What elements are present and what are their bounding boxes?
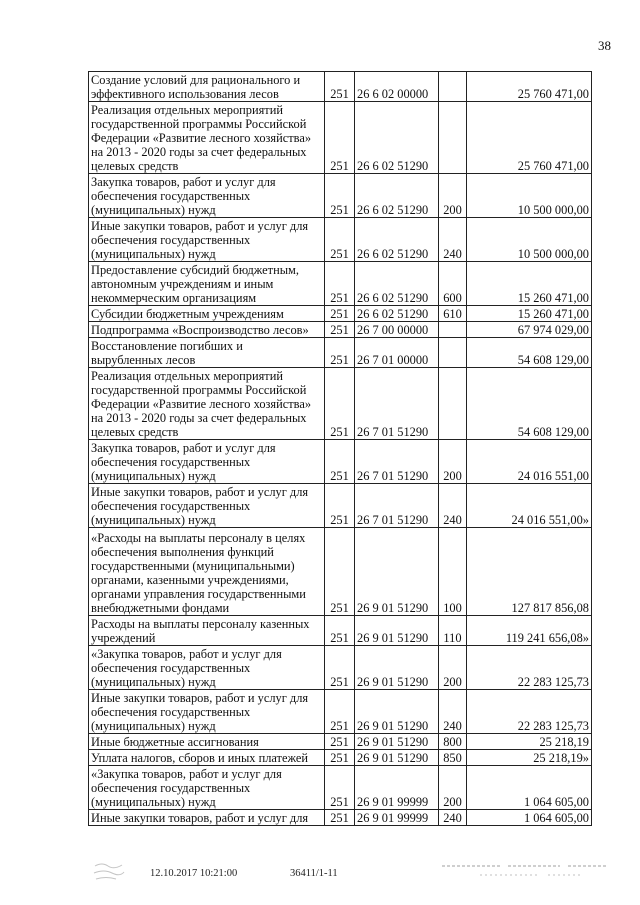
- row-code-cell: 251: [325, 690, 355, 734]
- row-type-cell: [439, 72, 467, 102]
- row-amount-cell: 22 283 125,73: [467, 690, 592, 734]
- row-code-cell: 251: [325, 72, 355, 102]
- row-name-cell: [89, 810, 325, 826]
- row-type-cell: 610: [439, 306, 467, 322]
- row-name-line: органами управления государственными: [91, 587, 306, 601]
- row-name-line: эффективного использования лесов: [91, 87, 279, 101]
- row-amount-cell: 1 064 605,00: [467, 766, 592, 810]
- row-name-line: (муниципальных) нужд: [91, 203, 216, 217]
- row-amount-cell: 24 016 551,00»: [467, 484, 592, 528]
- row-code-cell: 251: [325, 484, 355, 528]
- row-code-cell: 251: [325, 306, 355, 322]
- row-name-line: Закупка товаров, работ и услуг для: [91, 175, 276, 189]
- table-row: [89, 338, 592, 368]
- table-row: [89, 102, 592, 174]
- row-type-cell: 100: [439, 528, 467, 616]
- row-name-line: (муниципальных) нужд: [91, 795, 216, 809]
- row-name-line: целевых средств: [91, 425, 179, 439]
- row-amount-cell: 25 218,19: [467, 734, 592, 750]
- row-amount-cell: 1 064 605,00: [467, 810, 592, 826]
- row-name-line: государственной программы Российской: [91, 383, 307, 397]
- row-name-cell: [89, 218, 325, 262]
- row-name-line: «Закупка товаров, работ и услуг для: [91, 647, 282, 661]
- row-name-cell: [89, 174, 325, 218]
- row-name-line: органами, казенными учреждениями,: [91, 573, 289, 587]
- table-row: [89, 368, 592, 440]
- row-target-code-cell: 26 7 01 51290: [355, 440, 439, 484]
- row-name-line: «Закупка товаров, работ и услуг для: [91, 767, 282, 781]
- row-amount-cell: 10 500 000,00: [467, 174, 592, 218]
- row-name-line: государственной программы Российской: [91, 117, 307, 131]
- row-amount-cell: 15 260 471,00: [467, 262, 592, 306]
- row-name-cell: [89, 306, 325, 322]
- table-row: [89, 174, 592, 218]
- row-name-line: Иные закупки товаров, работ и услуг для: [91, 811, 309, 825]
- row-name-line: Создание условий для рационального и: [91, 73, 301, 87]
- row-name-line: учреждений: [91, 631, 156, 645]
- row-name-line: Субсидии бюджетным учреждениям: [91, 307, 284, 321]
- row-name-cell: [89, 766, 325, 810]
- row-name-line: целевых средств: [91, 159, 179, 173]
- row-name-cell: [89, 262, 325, 306]
- row-amount-cell: 25 218,19»: [467, 750, 592, 766]
- row-target-code-cell: 26 6 02 51290: [355, 102, 439, 174]
- row-name-cell: [89, 734, 325, 750]
- row-name-line: Иные закупки товаров, работ и услуг для: [91, 219, 309, 233]
- row-amount-cell: 25 760 471,00: [467, 102, 592, 174]
- row-code-cell: 251: [325, 218, 355, 262]
- table-row: [89, 72, 592, 102]
- row-amount-cell: 24 016 551,00: [467, 440, 592, 484]
- row-code-cell: 251: [325, 440, 355, 484]
- row-code-cell: 251: [325, 174, 355, 218]
- row-type-cell: 200: [439, 766, 467, 810]
- row-target-code-cell: 26 6 02 51290: [355, 306, 439, 322]
- row-name-cell: [89, 440, 325, 484]
- table-row: [89, 750, 592, 766]
- row-name-line: обеспечения государственных: [91, 499, 251, 513]
- row-name-cell: [89, 322, 325, 338]
- row-amount-cell: 67 974 029,00: [467, 322, 592, 338]
- row-name-line: Расходы на выплаты персоналу казенных: [91, 617, 310, 631]
- row-code-cell: 251: [325, 368, 355, 440]
- row-name-line: Иные бюджетные ассигнования: [91, 735, 259, 749]
- row-name-line: Реализация отдельных мероприятий: [91, 369, 283, 383]
- row-type-cell: 800: [439, 734, 467, 750]
- row-code-cell: 251: [325, 646, 355, 690]
- row-type-cell: 240: [439, 218, 467, 262]
- row-name-line: (муниципальных) нужд: [91, 247, 216, 261]
- row-code-cell: 251: [325, 766, 355, 810]
- row-name-cell: [89, 646, 325, 690]
- faded-signature-stamp: [440, 860, 610, 880]
- row-type-cell: 200: [439, 440, 467, 484]
- row-type-cell: 110: [439, 616, 467, 646]
- footer-document-number: 36411/1-11: [290, 868, 338, 879]
- budget-table: [88, 71, 592, 826]
- row-target-code-cell: 26 6 02 51290: [355, 174, 439, 218]
- table-row: [89, 528, 592, 616]
- table-row: [89, 616, 592, 646]
- row-name-cell: [89, 690, 325, 734]
- row-type-cell: [439, 338, 467, 368]
- row-name-line: (муниципальных) нужд: [91, 469, 216, 483]
- row-target-code-cell: 26 9 01 99999: [355, 766, 439, 810]
- table-row: [89, 218, 592, 262]
- row-amount-cell: 127 817 856,08: [467, 528, 592, 616]
- row-code-cell: 251: [325, 810, 355, 826]
- row-type-cell: 240: [439, 690, 467, 734]
- row-type-cell: [439, 322, 467, 338]
- table-row: [89, 440, 592, 484]
- page-number: 38: [598, 38, 611, 53]
- row-target-code-cell: 26 7 00 00000: [355, 322, 439, 338]
- row-target-code-cell: 26 7 01 51290: [355, 484, 439, 528]
- row-name-line: Федерации «Развитие лесного хозяйства»: [91, 397, 312, 411]
- row-name-line: (муниципальных) нужд: [91, 719, 216, 733]
- row-target-code-cell: 26 9 01 51290: [355, 646, 439, 690]
- row-name-line: обеспечения государственных: [91, 781, 251, 795]
- row-name-cell: [89, 102, 325, 174]
- row-name-line: «Расходы на выплаты персоналу в целях: [91, 531, 306, 545]
- row-name-line: вырубленных лесов: [91, 353, 196, 367]
- row-name-line: обеспечения государственных: [91, 189, 251, 203]
- row-type-cell: 600: [439, 262, 467, 306]
- budget-table-body: [89, 72, 592, 826]
- row-name-cell: [89, 750, 325, 766]
- row-target-code-cell: 26 9 01 51290: [355, 690, 439, 734]
- footer-timestamp: 12.10.2017 10:21:00: [150, 868, 238, 879]
- row-amount-cell: 54 608 129,00: [467, 368, 592, 440]
- row-target-code-cell: 26 6 02 51290: [355, 218, 439, 262]
- row-target-code-cell: 26 9 01 51290: [355, 528, 439, 616]
- row-code-cell: 251: [325, 734, 355, 750]
- scan-stamp-mark: [92, 860, 126, 882]
- row-amount-cell: 22 283 125,73: [467, 646, 592, 690]
- table-row: [89, 734, 592, 750]
- row-code-cell: 251: [325, 750, 355, 766]
- row-name-line: Закупка товаров, работ и услуг для: [91, 441, 276, 455]
- row-name-cell: [89, 484, 325, 528]
- row-type-cell: [439, 102, 467, 174]
- row-amount-cell: 54 608 129,00: [467, 338, 592, 368]
- row-name-cell: [89, 528, 325, 616]
- row-name-line: Реализация отдельных мероприятий: [91, 103, 283, 117]
- row-code-cell: 251: [325, 102, 355, 174]
- row-name-line: обеспечения государственных: [91, 233, 251, 247]
- row-amount-cell: 25 760 471,00: [467, 72, 592, 102]
- row-name-line: Предоставление субсидий бюджетным,: [91, 263, 299, 277]
- row-target-code-cell: 26 9 01 51290: [355, 734, 439, 750]
- row-code-cell: 251: [325, 322, 355, 338]
- row-code-cell: 251: [325, 338, 355, 368]
- row-target-code-cell: 26 6 02 00000: [355, 72, 439, 102]
- row-code-cell: 251: [325, 616, 355, 646]
- row-name-line: Восстановление погибших и: [91, 339, 243, 353]
- row-name-line: Иные закупки товаров, работ и услуг для: [91, 485, 309, 499]
- row-name-line: автономным учреждениям и иным: [91, 277, 274, 291]
- row-type-cell: 200: [439, 646, 467, 690]
- row-name-line: Федерации «Развитие лесного хозяйства»: [91, 131, 312, 145]
- row-name-line: обеспечения государственных: [91, 661, 251, 675]
- row-target-code-cell: 26 6 02 51290: [355, 262, 439, 306]
- table-row: [89, 810, 592, 826]
- row-target-code-cell: 26 9 01 51290: [355, 750, 439, 766]
- row-target-code-cell: 26 9 01 99999: [355, 810, 439, 826]
- table-row: [89, 690, 592, 734]
- row-target-code-cell: 26 7 01 00000: [355, 338, 439, 368]
- row-code-cell: 251: [325, 262, 355, 306]
- row-name-line: государственными (муниципальными): [91, 559, 295, 573]
- table-row: [89, 646, 592, 690]
- row-name-line: (муниципальных) нужд: [91, 513, 216, 527]
- row-target-code-cell: 26 7 01 51290: [355, 368, 439, 440]
- row-type-cell: [439, 368, 467, 440]
- table-row: [89, 766, 592, 810]
- row-name-line: на 2013 - 2020 годы за счет федеральных: [91, 411, 307, 425]
- row-name-line: Уплата налогов, сборов и иных платежей: [91, 751, 309, 765]
- row-name-line: обеспечения государственных: [91, 455, 251, 469]
- row-code-cell: 251: [325, 528, 355, 616]
- row-name-line: внебюджетными фондами: [91, 601, 230, 615]
- table-row: [89, 306, 592, 322]
- row-name-line: обеспечения выполнения функций: [91, 545, 274, 559]
- row-amount-cell: 10 500 000,00: [467, 218, 592, 262]
- row-type-cell: 850: [439, 750, 467, 766]
- row-type-cell: 200: [439, 174, 467, 218]
- row-name-line: (муниципальных) нужд: [91, 675, 216, 689]
- row-amount-cell: 119 241 656,08»: [467, 616, 592, 646]
- table-row: [89, 484, 592, 528]
- row-name-cell: [89, 368, 325, 440]
- row-name-cell: [89, 72, 325, 102]
- row-name-line: на 2013 - 2020 годы за счет федеральных: [91, 145, 307, 159]
- row-name-cell: [89, 616, 325, 646]
- row-type-cell: 240: [439, 484, 467, 528]
- row-type-cell: 240: [439, 810, 467, 826]
- row-name-line: обеспечения государственных: [91, 705, 251, 719]
- table-row: [89, 322, 592, 338]
- row-name-line: Иные закупки товаров, работ и услуг для: [91, 691, 309, 705]
- row-name-line: некоммерческим организациям: [91, 291, 257, 305]
- table-row: [89, 262, 592, 306]
- row-name-cell: [89, 338, 325, 368]
- row-name-line: Подпрограмма «Воспроизводство лесов»: [91, 323, 309, 337]
- row-target-code-cell: 26 9 01 51290: [355, 616, 439, 646]
- row-amount-cell: 15 260 471,00: [467, 306, 592, 322]
